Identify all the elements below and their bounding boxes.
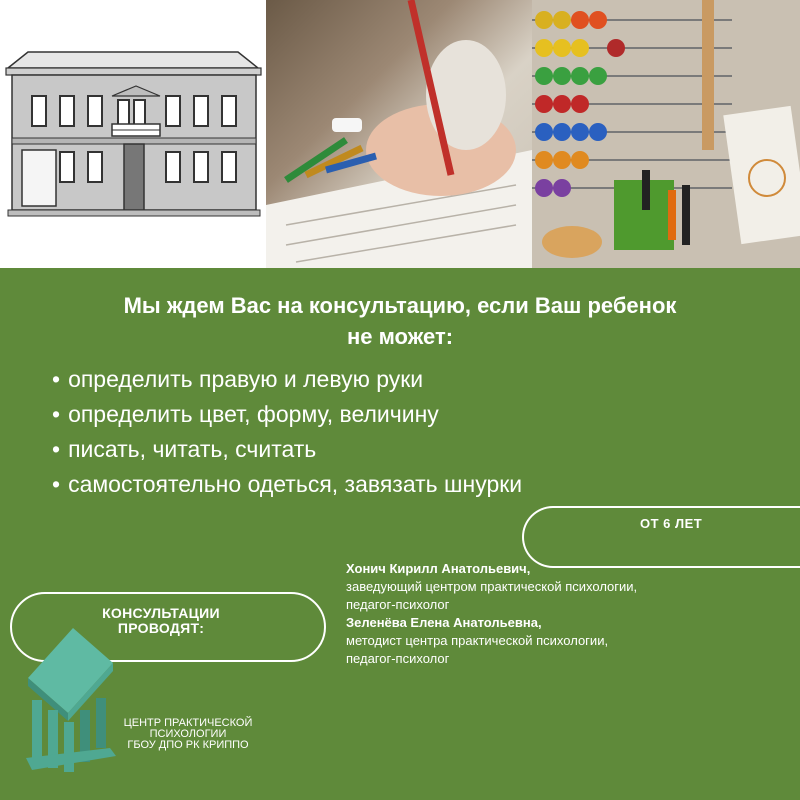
child-writing-photo — [266, 0, 532, 268]
staff-name: Хонич Кирилл Анатольевич, — [346, 561, 531, 576]
logo-line1: ЦЕНТР ПРАКТИЧЕСКОЙ — [123, 717, 253, 729]
consultants-badge-line1: КОНСУЛЬТАЦИИ — [102, 605, 220, 621]
abacus-toys-photo — [532, 0, 800, 268]
age-badge: ОТ 6 ЛЕТ — [640, 516, 703, 531]
building-illustration — [0, 0, 266, 268]
list-item: • определить цвет, форму, величину — [52, 397, 522, 432]
symptom-list — [52, 362, 522, 502]
list-item: • писать, читать, считать — [52, 432, 522, 467]
list-item: • самостоятельно одеться, завязать шнурки — [52, 467, 522, 502]
staff-name: Зеленёва Елена Анатольевна, — [346, 615, 542, 630]
staff-role: педагог-психолог — [346, 597, 450, 612]
consultants-badge-line2: ПРОВОДЯТ: — [117, 620, 205, 636]
headline — [0, 290, 800, 352]
list-item: • определить правую и левую руки — [52, 362, 522, 397]
headline-line1: Мы ждем Вас на консультацию, если Ваш ребенок — [123, 293, 677, 318]
writing-photo-icon — [266, 0, 532, 268]
logo-line3: ГБОУ ДПО РК КРИППО — [127, 739, 249, 751]
temple-logo-icon — [18, 618, 118, 788]
center-logo-text — [108, 718, 268, 751]
building-icon — [0, 0, 266, 268]
staff-role: методист центра практической психологии, — [346, 633, 609, 648]
staff-role: педагог-психолог — [346, 651, 450, 666]
staff-role: заведующий центром практической психологии, — [346, 579, 638, 594]
logo-line2: ПСИХОЛОГИИ — [149, 728, 227, 740]
abacus-photo-icon — [532, 0, 800, 268]
photo-strip — [0, 0, 800, 268]
staff-list — [346, 560, 637, 668]
center-logo — [18, 618, 118, 793]
headline-line2: не может: — [346, 324, 454, 349]
